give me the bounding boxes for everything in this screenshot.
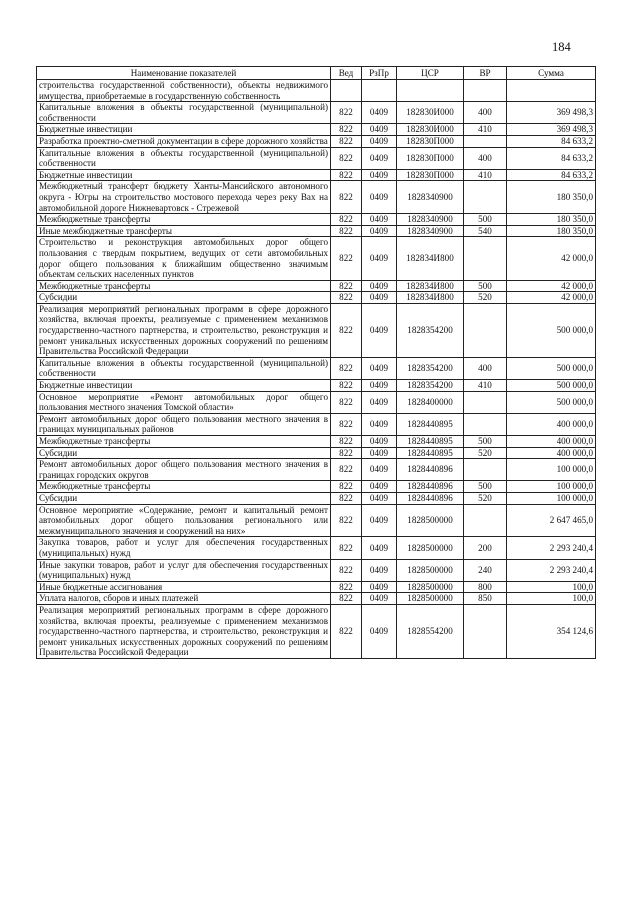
cell-name: Капитальные вложения в объекты государственной (муниципальной) собственности xyxy=(37,357,331,379)
table-row xyxy=(37,280,596,292)
cell-sum: 400 000,0 xyxy=(507,413,596,435)
cell-ved: 822 xyxy=(331,492,362,504)
cell-ved: 822 xyxy=(331,292,362,304)
cell-rzpr: 0409 xyxy=(362,581,397,593)
table-row xyxy=(37,237,596,280)
table-row xyxy=(37,181,596,214)
cell-csr: 1828340900 xyxy=(397,181,464,214)
cell-sum: 354 124,6 xyxy=(507,604,596,658)
column-header-sum: Сумма xyxy=(507,67,596,80)
cell-name: Межбюджетные трансферты xyxy=(37,280,331,292)
cell-csr: 1828340900 xyxy=(397,225,464,237)
cell-ved: 822 xyxy=(331,225,362,237)
cell-vr xyxy=(464,459,507,481)
cell-csr: 1828340900 xyxy=(397,214,464,226)
cell-ved: 822 xyxy=(331,181,362,214)
cell-name: Реализация мероприятий региональных программ в сфере дорожного хозяйства, включая проекты, реализуемые с применением механизмов государственно-частного партнерства, и строительство, реконструкция и ремонт уникальных искусственных дорожных сооружений по решениям Правительства Российской Федерации xyxy=(37,604,331,658)
cell-csr: 1828354200 xyxy=(397,303,464,357)
cell-ved: 822 xyxy=(331,303,362,357)
cell-rzpr: 0409 xyxy=(362,447,397,459)
table-row xyxy=(37,292,596,304)
cell-sum: 500 000,0 xyxy=(507,380,596,392)
cell-ved: 822 xyxy=(331,459,362,481)
cell-ved: 822 xyxy=(331,593,362,605)
cell-csr: 182830П000 xyxy=(397,147,464,169)
cell-rzpr: 0409 xyxy=(362,102,397,124)
cell-rzpr: 0409 xyxy=(362,391,397,413)
cell-rzpr: 0409 xyxy=(362,225,397,237)
cell-name: Межбюджетный трансферт бюджету Ханты-Мансийского автономного округа - Югры на строительство мостового перехода через реку Вах на автомобильной дороге Нижневартовск - Стрежевой xyxy=(37,181,331,214)
cell-csr: 1828440896 xyxy=(397,492,464,504)
cell-rzpr: 0409 xyxy=(362,459,397,481)
cell-name: Основное мероприятие «Ремонт автомобильных дорог общего пользования местного значения Томской области» xyxy=(37,391,331,413)
cell-name: Межбюджетные трансферты xyxy=(37,481,331,493)
cell-sum: 180 350,0 xyxy=(507,225,596,237)
cell-vr: 800 xyxy=(464,581,507,593)
cell-vr: 540 xyxy=(464,225,507,237)
table-row xyxy=(37,147,596,169)
cell-csr: 182834И800 xyxy=(397,280,464,292)
cell-ved: 822 xyxy=(331,391,362,413)
cell-rzpr: 0409 xyxy=(362,504,397,537)
cell-csr: 1828400000 xyxy=(397,391,464,413)
cell-sum: 500 000,0 xyxy=(507,357,596,379)
cell-sum: 100,0 xyxy=(507,581,596,593)
cell-ved: 822 xyxy=(331,280,362,292)
cell-csr: 1828354200 xyxy=(397,357,464,379)
cell-rzpr: 0409 xyxy=(362,436,397,448)
cell-rzpr: 0409 xyxy=(362,292,397,304)
cell-sum: 2 293 240,4 xyxy=(507,559,596,581)
cell-rzpr: 0409 xyxy=(362,214,397,226)
table-row xyxy=(37,593,596,605)
cell-name: Межбюджетные трансферты xyxy=(37,436,331,448)
table-row xyxy=(37,459,596,481)
table-body xyxy=(37,80,596,659)
cell-ved: 822 xyxy=(331,504,362,537)
cell-vr xyxy=(464,303,507,357)
cell-vr xyxy=(464,80,507,102)
cell-rzpr: 0409 xyxy=(362,604,397,658)
cell-vr: 200 xyxy=(464,537,507,559)
table-row xyxy=(37,225,596,237)
cell-csr: 182830П000 xyxy=(397,135,464,147)
cell-rzpr: 0409 xyxy=(362,357,397,379)
cell-name: Строительство и реконструкция автомобильных дорог общего пользования с твердым покрытием, ведущих от сети автомобильных дорог общего пользования к ближайшим общественно значимым объектам сельских населенных пунктов xyxy=(37,237,331,280)
cell-vr: 410 xyxy=(464,169,507,181)
cell-vr: 400 xyxy=(464,102,507,124)
cell-rzpr: 0409 xyxy=(362,413,397,435)
cell-rzpr: 0409 xyxy=(362,280,397,292)
cell-name: Капитальные вложения в объекты государственной (муниципальной) собственности xyxy=(37,102,331,124)
cell-name: Бюджетные инвестиции xyxy=(37,169,331,181)
cell-ved: 822 xyxy=(331,413,362,435)
cell-vr: 500 xyxy=(464,280,507,292)
table-row xyxy=(37,504,596,537)
cell-csr: 182834И800 xyxy=(397,237,464,280)
cell-ved: 822 xyxy=(331,237,362,280)
cell-rzpr: 0409 xyxy=(362,380,397,392)
cell-rzpr: 0409 xyxy=(362,147,397,169)
cell-rzpr: 0409 xyxy=(362,237,397,280)
cell-name: Иные бюджетные ассигнования xyxy=(37,581,331,593)
cell-rzpr: 0409 xyxy=(362,559,397,581)
cell-ved xyxy=(331,80,362,102)
cell-sum: 400 000,0 xyxy=(507,447,596,459)
cell-ved: 822 xyxy=(331,357,362,379)
cell-csr: 182830И000 xyxy=(397,102,464,124)
cell-name: Субсидии xyxy=(37,492,331,504)
cell-csr: 1828440896 xyxy=(397,481,464,493)
cell-ved: 822 xyxy=(331,537,362,559)
cell-sum: 500 000,0 xyxy=(507,303,596,357)
cell-vr: 400 xyxy=(464,147,507,169)
cell-ved: 822 xyxy=(331,135,362,147)
table-row xyxy=(37,604,596,658)
cell-sum: 369 498,3 xyxy=(507,124,596,136)
cell-vr: 500 xyxy=(464,436,507,448)
cell-sum: 369 498,3 xyxy=(507,102,596,124)
cell-rzpr: 0409 xyxy=(362,537,397,559)
cell-sum: 100,0 xyxy=(507,593,596,605)
table-row xyxy=(37,481,596,493)
cell-name: Ремонт автомобильных дорог общего пользования местного значения в границах городских округов xyxy=(37,459,331,481)
cell-sum: 42 000,0 xyxy=(507,237,596,280)
column-header-csr: ЦСР xyxy=(397,67,464,80)
table-row xyxy=(37,537,596,559)
column-header-ved: Вед xyxy=(331,67,362,80)
cell-name: Ремонт автомобильных дорог общего пользования местного значения в границах муниципальных районов xyxy=(37,413,331,435)
page-number: 184 xyxy=(552,40,571,54)
table-row xyxy=(37,380,596,392)
cell-sum: 2 293 240,4 xyxy=(507,537,596,559)
cell-sum: 84 633,2 xyxy=(507,135,596,147)
column-header-vr: ВР xyxy=(464,67,507,80)
cell-name: Бюджетные инвестиции xyxy=(37,380,331,392)
cell-vr xyxy=(464,181,507,214)
cell-vr: 520 xyxy=(464,492,507,504)
table-row xyxy=(37,214,596,226)
cell-rzpr xyxy=(362,80,397,102)
cell-ved: 822 xyxy=(331,447,362,459)
cell-ved: 822 xyxy=(331,559,362,581)
cell-name: Бюджетные инвестиции xyxy=(37,124,331,136)
cell-ved: 822 xyxy=(331,169,362,181)
cell-ved: 822 xyxy=(331,380,362,392)
cell-vr: 520 xyxy=(464,447,507,459)
cell-rzpr: 0409 xyxy=(362,181,397,214)
cell-csr: 1828500000 xyxy=(397,537,464,559)
cell-sum: 42 000,0 xyxy=(507,292,596,304)
cell-csr: 182830И000 xyxy=(397,124,464,136)
cell-sum: 2 647 465,0 xyxy=(507,504,596,537)
table-header-row xyxy=(37,67,596,80)
cell-name: Иные закупки товаров, работ и услуг для обеспечения государственных (муниципальных) нужд xyxy=(37,559,331,581)
cell-vr: 400 xyxy=(464,357,507,379)
cell-name: Закупка товаров, работ и услуг для обеспечения государственных (муниципальных) нужд xyxy=(37,537,331,559)
cell-csr: 1828500000 xyxy=(397,504,464,537)
cell-sum xyxy=(507,80,596,102)
cell-vr: 520 xyxy=(464,292,507,304)
cell-csr: 1828500000 xyxy=(397,593,464,605)
cell-vr xyxy=(464,413,507,435)
cell-csr: 1828354200 xyxy=(397,380,464,392)
cell-name: Субсидии xyxy=(37,447,331,459)
table-row xyxy=(37,559,596,581)
cell-csr: 1828440895 xyxy=(397,413,464,435)
cell-rzpr: 0409 xyxy=(362,481,397,493)
cell-sum: 180 350,0 xyxy=(507,214,596,226)
table-row xyxy=(37,135,596,147)
cell-rzpr: 0409 xyxy=(362,303,397,357)
column-header-rzpr: РзПр xyxy=(362,67,397,80)
cell-vr: 410 xyxy=(464,380,507,392)
cell-ved: 822 xyxy=(331,436,362,448)
cell-csr: 1828440896 xyxy=(397,459,464,481)
cell-ved: 822 xyxy=(331,604,362,658)
table-row xyxy=(37,357,596,379)
cell-csr: 1828554200 xyxy=(397,604,464,658)
cell-csr: 1828440895 xyxy=(397,447,464,459)
cell-vr xyxy=(464,504,507,537)
cell-name: Разработка проектно-сметной документации в сфере дорожного хозяйства xyxy=(37,135,331,147)
cell-name: Иные межбюджетные трансферты xyxy=(37,225,331,237)
cell-vr xyxy=(464,604,507,658)
cell-sum: 84 633,2 xyxy=(507,147,596,169)
cell-ved: 822 xyxy=(331,581,362,593)
cell-sum: 100 000,0 xyxy=(507,481,596,493)
cell-ved: 822 xyxy=(331,147,362,169)
cell-sum: 100 000,0 xyxy=(507,459,596,481)
cell-vr: 410 xyxy=(464,124,507,136)
cell-vr xyxy=(464,237,507,280)
cell-sum: 42 000,0 xyxy=(507,280,596,292)
table-row xyxy=(37,303,596,357)
table-row xyxy=(37,80,596,102)
cell-vr: 240 xyxy=(464,559,507,581)
cell-ved: 822 xyxy=(331,481,362,493)
table-row xyxy=(37,447,596,459)
table-row xyxy=(37,391,596,413)
cell-vr xyxy=(464,135,507,147)
cell-ved: 822 xyxy=(331,102,362,124)
cell-csr: 1828500000 xyxy=(397,559,464,581)
cell-name: Реализация мероприятий региональных программ в сфере дорожного хозяйства, включая проекты, реализуемые с применением механизмов государственно-частного партнерства, и строительство, реконструкция и ремонт уникальных искусственных дорожных сооружений по решениям Правительства Российской Федерации xyxy=(37,303,331,357)
cell-vr: 500 xyxy=(464,214,507,226)
table-row xyxy=(37,581,596,593)
cell-csr xyxy=(397,80,464,102)
cell-name: Уплата налогов, сборов и иных платежей xyxy=(37,593,331,605)
table-row xyxy=(37,102,596,124)
cell-sum: 400 000,0 xyxy=(507,436,596,448)
cell-vr: 500 xyxy=(464,481,507,493)
cell-csr: 1828440895 xyxy=(397,436,464,448)
table-row xyxy=(37,169,596,181)
cell-ved: 822 xyxy=(331,214,362,226)
cell-name: строительства государственной собственности), объекты недвижимого имущества, приобретаемые в государственную собственность xyxy=(37,80,331,102)
column-header-name: Наименование показателей xyxy=(37,67,331,80)
table-row xyxy=(37,124,596,136)
cell-rzpr: 0409 xyxy=(362,593,397,605)
cell-csr: 182830П000 xyxy=(397,169,464,181)
cell-csr: 1828500000 xyxy=(397,581,464,593)
budget-table xyxy=(36,66,596,659)
cell-name: Субсидии xyxy=(37,292,331,304)
cell-rzpr: 0409 xyxy=(362,124,397,136)
cell-sum: 84 633,2 xyxy=(507,169,596,181)
cell-sum: 500 000,0 xyxy=(507,391,596,413)
cell-sum: 100 000,0 xyxy=(507,492,596,504)
cell-rzpr: 0409 xyxy=(362,169,397,181)
cell-name: Капитальные вложения в объекты государственной (муниципальной) собственности xyxy=(37,147,331,169)
cell-rzpr: 0409 xyxy=(362,135,397,147)
cell-sum: 180 350,0 xyxy=(507,181,596,214)
cell-name: Межбюджетные трансферты xyxy=(37,214,331,226)
cell-ved: 822 xyxy=(331,124,362,136)
cell-vr xyxy=(464,391,507,413)
cell-vr: 850 xyxy=(464,593,507,605)
table-row xyxy=(37,492,596,504)
cell-rzpr: 0409 xyxy=(362,492,397,504)
cell-csr: 182834И800 xyxy=(397,292,464,304)
table-row xyxy=(37,413,596,435)
table-row xyxy=(37,436,596,448)
cell-name: Основное мероприятие «Содержание, ремонт и капитальный ремонт автомобильных дорог общего пользования регионального или межмуниципального значения и сооружений на них» xyxy=(37,504,331,537)
